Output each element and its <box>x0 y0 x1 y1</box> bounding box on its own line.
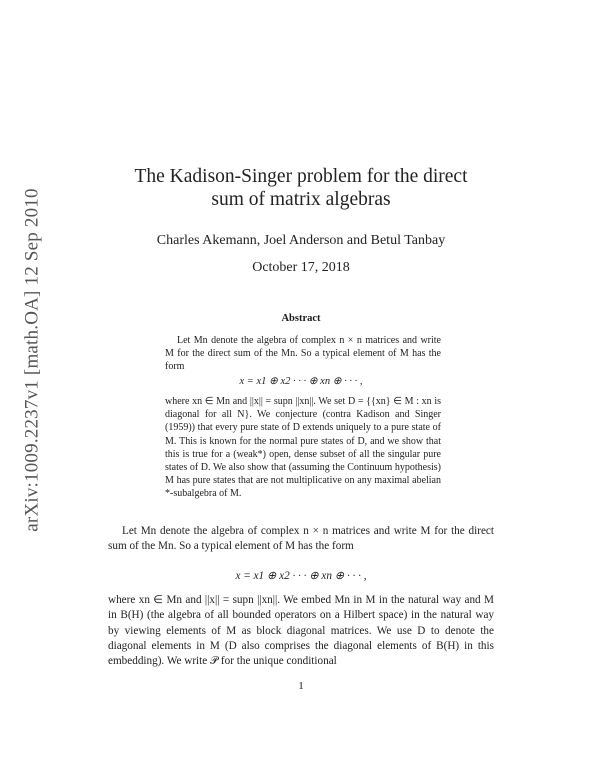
body-p2-text: where xn ∈ Mn and ||x|| = supn ||xn||. We embed Mn in M in the natural way and M in B(H) (the algebra of all bounded operators on a Hilbert space) in the natural way by viewing elements of M as block diagonal matrices. We use D to denote the diagonal elements in M (D also comprises the diagonal elements of B(H) in this embedding). We write 𝒫 for the unique conditional <box>108 594 494 668</box>
abstract-equation: x = x1 ⊕ x2 · · · ⊕ xn ⊕ · · · , <box>239 376 363 387</box>
page-number: 1 <box>298 680 304 692</box>
arxiv-identifier: arXiv:1009.2237v1 [math.OA] 12 Sep 2010 <box>22 188 43 532</box>
abstract-paragraph-1 <box>165 334 441 374</box>
body-paragraph-2 <box>108 593 494 669</box>
arxiv-sidebar-stamp <box>18 175 48 545</box>
title-line-1: The Kadison-Singer problem for the direct <box>134 166 468 187</box>
abstract-paragraph-2 <box>165 395 441 501</box>
title-line-2: sum of matrix algebras <box>211 189 391 210</box>
body-equation: x = x1 ⊕ x2 · · · ⊕ xn ⊕ · · · , <box>235 570 367 582</box>
body-p1-text: Let Mn denote the algebra of complex n × n matrices and write M for the direct sum of the Mn. So a typical element of M has the form <box>108 525 494 553</box>
abstract-p1-text: Let Mn denote the algebra of complex n × n matrices and write M for the direct sum of the Mn. So a typical element of M has the form <box>165 335 441 373</box>
abstract-p2-text: where xn ∈ Mn and ||x|| = supn ||xn||. We set D = {{xn} ∈ M : xn is diagonal for all N}. We conjecture (contra Kadison and Singer (1959)) that every pure state of D extends uniquely to a pure state of M. This is known for the normal pure states of D, and we show that this is true for a (weak*) open, dense subset of all the singular pure states of D. We also show that (assuming the Continuum hypothesis) M has pure states that are not multiplicative on any maximal abelian *-subalgebra of M. <box>165 396 441 500</box>
body-paragraph-1 <box>108 524 494 555</box>
author-list: Charles Akemann, Joel Anderson and Betul Tanbay <box>156 233 446 248</box>
abstract-heading: Abstract <box>281 313 321 324</box>
paper-date: October 17, 2018 <box>252 260 350 275</box>
paper-title <box>108 165 494 211</box>
